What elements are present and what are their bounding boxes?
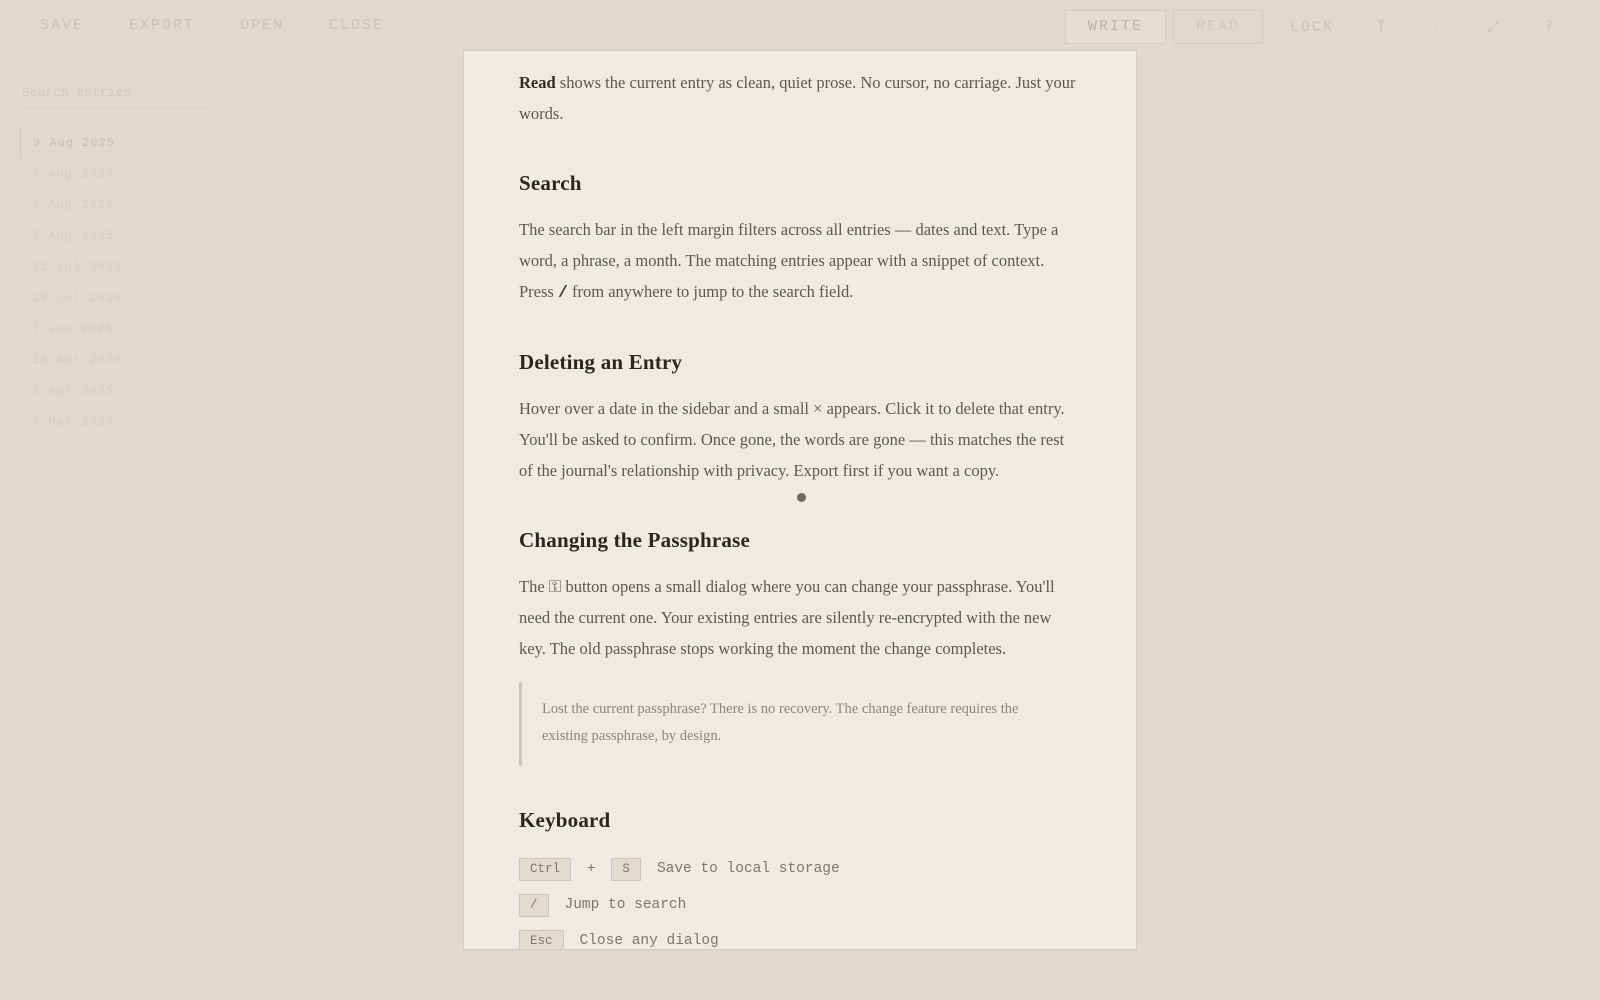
keyboard-heading: Keyboard	[519, 808, 611, 832]
shortcut-description: Jump to search	[564, 897, 687, 913]
shortcut-save	[519, 851, 1080, 887]
read-mode-button[interactable]: READ	[1173, 10, 1263, 44]
read-mode-paragraph	[519, 67, 1080, 129]
read-term: Read	[519, 73, 556, 92]
slash-key: /	[519, 894, 549, 917]
save-button[interactable]: SAVE	[40, 17, 85, 34]
entry-date-item[interactable]: 29 Jul 2025	[32, 291, 123, 305]
help-icon[interactable]: ?	[1545, 19, 1555, 35]
entry-date-item[interactable]: 3 Mar 2025	[32, 415, 115, 429]
entry-date-item[interactable]: 31 Jul 2025	[32, 260, 123, 274]
passphrase-heading: Changing the Passphrase	[519, 528, 750, 552]
lock-button[interactable]: LOCK	[1289, 18, 1334, 36]
entry-date-item[interactable]: 7 Jun 2025	[32, 322, 115, 336]
entry-date-item[interactable]: 6 Aug 2025	[32, 198, 115, 212]
entry-date-item[interactable]: 18 Apr 2025	[32, 353, 123, 367]
search-heading: Search	[519, 171, 582, 195]
entry-date-item[interactable]: 9 Aug 2025	[20, 128, 206, 159]
entries-sidebar	[20, 78, 206, 438]
read-description: shows the current entry as clean, quiet prose. No cursor, no carriage. Just your words.	[519, 73, 1076, 123]
file-menu	[40, 17, 429, 34]
search-description-end: from anywhere to jump to the search field.	[567, 282, 854, 301]
fullscreen-icon[interactable]: ⤢	[1487, 19, 1501, 35]
entry-list	[20, 128, 206, 438]
help-dialog[interactable]	[463, 50, 1137, 950]
shortcut-list	[519, 851, 1080, 950]
delete-heading: Deleting an Entry	[519, 350, 683, 374]
search-paragraph	[519, 214, 1080, 308]
close-button[interactable]: CLOSE	[329, 17, 385, 34]
passphrase-paragraph: The ⚿ button opens a small dialog where you can change your passphrase. You'll need the current one. Your existing entries are silently re-encrypted with the new key. The old passphrase stops working the moment the change completes.	[519, 577, 1055, 658]
delete-paragraph: Hover over a date in the sidebar and a small × appears. Click it to delete that entry. You'll be asked to confirm. Once gone, the words are gone — this matches the rest of the journal's relationship with privacy. Export first if you want a copy.	[519, 399, 1065, 480]
search-input[interactable]	[20, 78, 206, 108]
plus-sign: +	[587, 861, 596, 877]
shortcut-description: Save to local storage	[656, 861, 840, 877]
open-button[interactable]: OPEN	[240, 17, 285, 34]
export-button[interactable]: EXPORT	[129, 17, 196, 34]
font-size-icon[interactable]: T	[1376, 19, 1388, 35]
write-mode-button[interactable]: WRITE	[1065, 10, 1166, 44]
mouse-cursor-dot	[797, 493, 806, 502]
entry-date-item[interactable]: 5 Aug 2025	[32, 229, 115, 243]
esc-key: Esc	[519, 930, 564, 951]
theme-dot-icon[interactable]: ·	[1434, 19, 1442, 35]
slash-key-inline: /	[557, 283, 568, 302]
passphrase-warning-note: Lost the current passphrase? There is no recovery. The change feature requires the existing passphrase, by design.	[519, 682, 1080, 766]
entry-date-item[interactable]: 8 Aug 2025	[32, 167, 115, 181]
ctrl-key: Ctrl	[519, 858, 571, 881]
search-description-start: The search bar in the left margin filters across all entries — dates and text. Type a word, a phrase, a month. The matching entries appear with a snippet of context. Press	[519, 220, 1059, 301]
shortcut-description: Close any dialog	[579, 933, 719, 949]
s-key: S	[611, 858, 641, 881]
shortcut-close	[519, 923, 1080, 950]
view-menu	[1065, 10, 1578, 44]
shortcut-search	[519, 887, 1080, 923]
entry-date-item[interactable]: 2 Apr 2025	[32, 384, 115, 398]
top-toolbar	[0, 0, 1600, 54]
